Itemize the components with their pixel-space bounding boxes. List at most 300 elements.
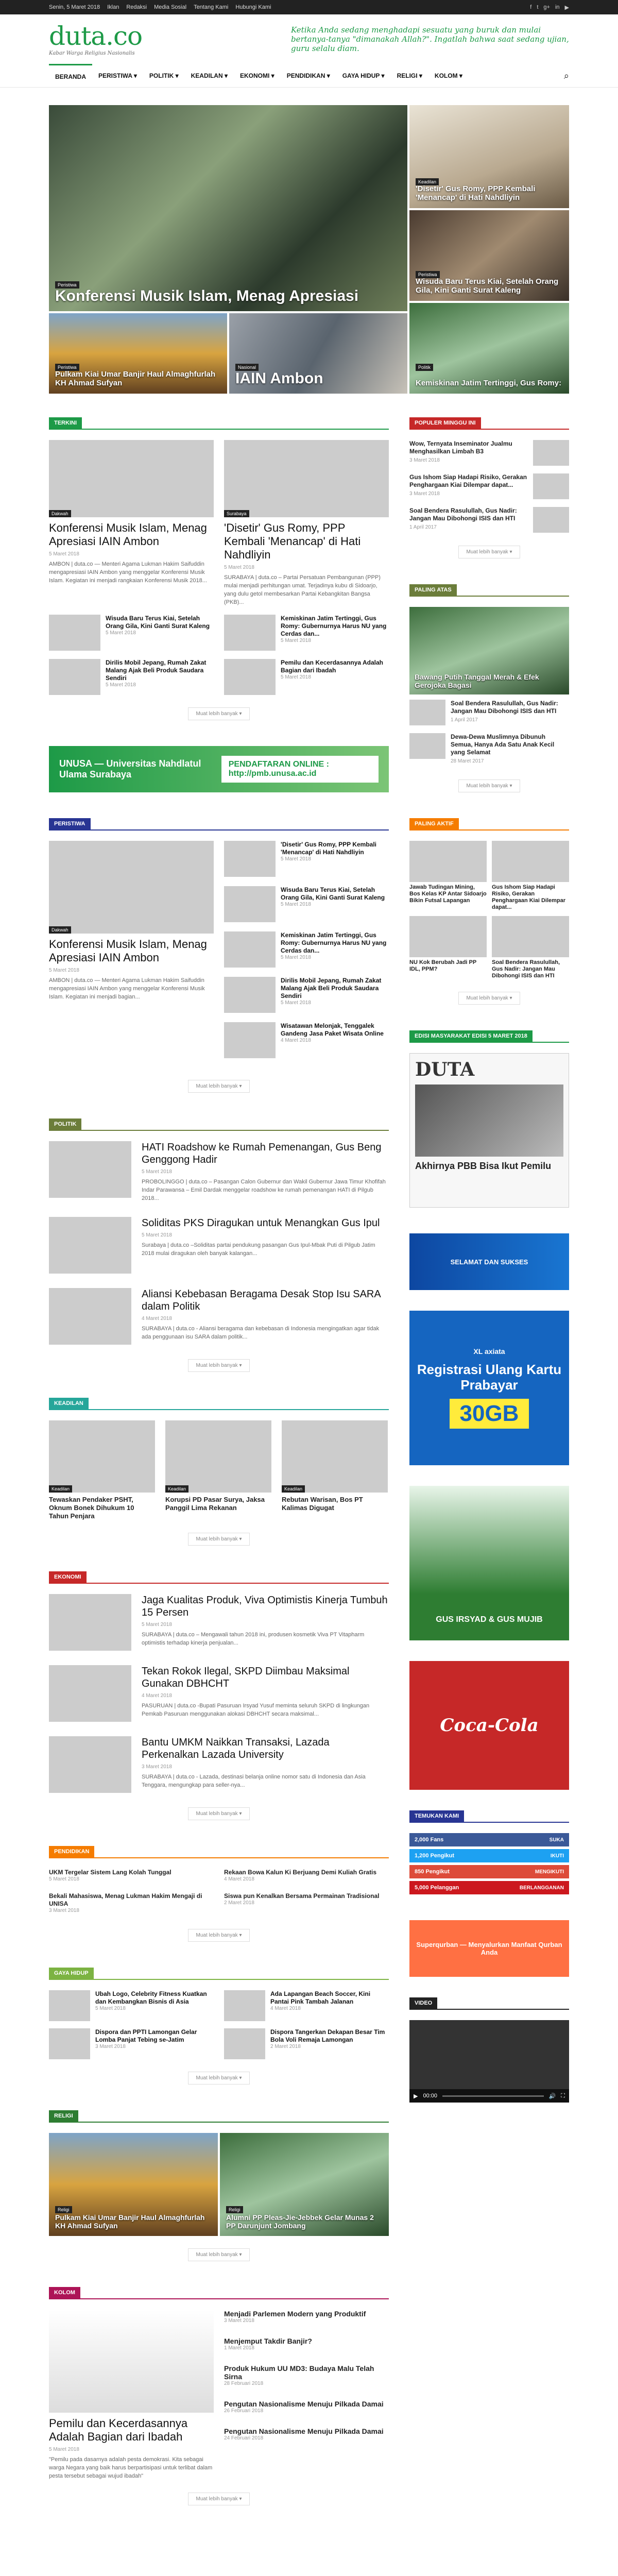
unusa-banner-left: UNUSA — Universitas Nahdlatul Ulama Surabaya [59, 758, 201, 779]
list-item[interactable] [492, 841, 569, 911]
list-item-date: 4 Maret 2018 [281, 1038, 311, 1043]
edisi-newspaper[interactable] [409, 1053, 569, 1208]
kolom-label: KOLOM [49, 2287, 80, 2298]
load-more-button[interactable]: Muat lebih banyak ▾ [188, 2248, 250, 2261]
terkini-left-image [49, 440, 214, 517]
sidebar-edisi [409, 1030, 569, 1208]
list-item[interactable] [49, 1420, 155, 1520]
logo-text: duta.co [49, 21, 143, 51]
list-item[interactable] [49, 615, 214, 651]
block-title-pendidikan [49, 1846, 389, 1858]
list-item-title[interactable]: Soal Bendera Rasulullah, Gus Nadir: Jangan Mau Dibohongi ISIS dan HTI [451, 700, 558, 715]
religi-tile-2-title: Alumni PP Pleas-Jie-Jebbek Gelar Munas 2 PP Darunjunt Jombang [226, 2213, 374, 2230]
terkini-left[interactable] [49, 440, 214, 606]
social-google[interactable] [409, 1865, 569, 1878]
list-item-date: 5 Maret 2018 [281, 638, 311, 643]
list-item-image [492, 841, 569, 882]
block-title-atas [409, 584, 569, 597]
ad-coke[interactable] [409, 1661, 569, 1790]
ad-gus-text: GUS IRSYAD & GUS MUJIB [436, 1615, 543, 1624]
list-item-title[interactable]: Dirilis Mobil Jepang, Rumah Zakat Malang Ajak Beli Produk Saudara Sendiri [281, 977, 382, 999]
peristiwa-main[interactable] [49, 841, 214, 1067]
sidebar-video [409, 1997, 569, 2103]
list-item-image [533, 440, 569, 466]
ad-selamat-text: SELAMAT DAN SUKSES [450, 1258, 528, 1266]
gaya-label: GAYA HIDUP [49, 1968, 94, 1979]
list-item[interactable] [409, 473, 569, 500]
block-title-ekonomi [49, 1571, 389, 1584]
menu-ekonomi[interactable]: EKONOMI ▾ [239, 72, 274, 79]
list-item[interactable] [224, 2364, 389, 2386]
list-item-title[interactable]: Korupsi PD Pasar Surya, Jaksa Panggil Lima Rekanan [165, 1496, 265, 1512]
social-name: Fans [430, 1837, 444, 1843]
hero-sub-2-title: IAIN Ambon [235, 370, 323, 387]
fullscreen-icon[interactable]: ⛶ [561, 2092, 565, 2099]
list-item[interactable] [224, 2310, 389, 2324]
social-action[interactable]: SUKA [549, 1837, 564, 1843]
politik-label: POLITIK [49, 1118, 81, 1130]
list-item[interactable] [224, 659, 389, 695]
load-more-button[interactable]: Muat lebih banyak ▾ [458, 546, 520, 558]
list-item-date: 5 Maret 2018 [142, 1622, 172, 1628]
religi-tile-2-category: Religi [226, 2206, 243, 2213]
kolom-main[interactable] [49, 2310, 214, 2480]
list-item-category: Keadilan [165, 1485, 188, 1493]
main-column [49, 417, 389, 2531]
block-gaya-hidup [49, 1968, 389, 2084]
list-item[interactable] [224, 886, 389, 922]
list-item[interactable] [409, 440, 569, 466]
top-social [530, 4, 569, 11]
block-title-peristiwa [49, 818, 389, 831]
peristiwa-label: PERISTIWA [49, 818, 91, 829]
terkini-right-title[interactable]: 'Disetir' Gus Romy, PPP Kembali 'Menancap' di Hati Nahdliyin [224, 521, 361, 561]
list-item[interactable] [409, 700, 569, 726]
list-item[interactable] [224, 2427, 389, 2441]
list-item-title[interactable]: Aliansi Kebebasan Beragama Desak Stop Isu SARA dalam Politik [142, 1289, 381, 1312]
list-item-excerpt: SURABAYA | duta.co - Aliansi beragama dan kebebasan di Indonesia mengingatkan agar tidak ada penggunaan isu SARA dalam politik... [142, 1326, 380, 1340]
hero-sub-2-category: Nasional [235, 364, 259, 371]
list-item-title[interactable]: Wisuda Baru Terus Kiai, Setelah Orang Gila, Kini Ganti Surat Kaleng [106, 615, 210, 630]
list-item-title[interactable]: Menjemput Takdir Banjir? [224, 2337, 312, 2345]
ad-xl-title: Registrasi Ulang Kartu Prabayar [417, 1362, 562, 1393]
religi-tile-2[interactable] [220, 2133, 389, 2236]
list-item-date: 5 Maret 2018 [281, 1000, 311, 1006]
social-count: 1,200 [415, 1853, 429, 1859]
sidebar-paling-atas [409, 584, 569, 792]
search-icon[interactable]: ⌕ [563, 70, 569, 81]
temukan-label: TEMUKAN KAMI [409, 1810, 464, 1822]
popular-label: POPULER MINGGU INI [409, 417, 481, 429]
list-item[interactable] [282, 1420, 388, 1520]
terkini-right-excerpt: SURABAYA | duta.co – Partai Persatuan Pembangunan (PPP) mulai menjadi perhitungan umat. Terjadinya kubu di Sidoarjo, yang dulu getol membesarkan Partai Kebangkitan Bangsa (PKB)... [224, 574, 381, 605]
list-item-title[interactable]: Pengutan Nasionalisme Menuju Pilkada Damai [224, 2427, 384, 2435]
block-ekonomi [49, 1571, 389, 1820]
hero-sub-1[interactable] [49, 313, 227, 394]
list-item-title[interactable]: Rebutan Warisan, Bos PT Kalimas Digugat [282, 1496, 363, 1512]
top-link-hubungi[interactable]: Hubungi Kami [235, 4, 271, 10]
peristiwa-main-category: Dakwah [49, 926, 71, 934]
list-item[interactable] [224, 615, 389, 651]
load-more-button[interactable]: Muat lebih banyak ▾ [188, 2493, 250, 2505]
list-item-image [224, 659, 276, 695]
ad-gus[interactable] [409, 1486, 569, 1640]
terkini-right[interactable] [224, 440, 389, 606]
list-item-title[interactable]: HATI Roadshow ke Rumah Pemenangan, Gus Beng Genggong Hadir [142, 1142, 382, 1165]
social-facebook[interactable] [409, 1833, 569, 1846]
volume-icon[interactable]: 🔊 [548, 2093, 556, 2099]
list-item-title[interactable]: Wisatawan Melonjak, Tenggalek Gandeng Jasa Paket Wisata Online [281, 1022, 384, 1037]
list-item[interactable] [49, 1869, 214, 1885]
menu-kolom[interactable]: KOLOM ▾ [434, 72, 462, 79]
ad-xl[interactable] [409, 1311, 569, 1465]
list-item-image [49, 2028, 90, 2059]
list-item-title[interactable]: Produk Hukum UU MD3: Budaya Malu Telah Sirna [224, 2364, 374, 2381]
list-item-title[interactable]: Jawab Tudingan Mining, Bos Kelas KP Antar Sidoarjo Bikin Futsal Lapangan [409, 884, 487, 904]
list-item-image [224, 841, 276, 877]
block-title-temukan [409, 1810, 569, 1823]
block-title-politik [49, 1118, 389, 1131]
list-item-title[interactable]: Soal Bendera Rasulullah, Gus Nadir: Jangan Mau Dibohongi ISIS dan HTI [409, 507, 517, 522]
list-item[interactable] [224, 2400, 389, 2414]
religi-tile-1-category: Religi [55, 2206, 72, 2213]
sidebar-temukan [409, 1810, 569, 1894]
list-item-title[interactable]: Bantu UMKM Naikkan Transaksi, Lazada Perkenalkan Lazada University [142, 1737, 330, 1760]
list-item[interactable] [224, 2028, 389, 2059]
atas-big-tile[interactable] [409, 607, 569, 694]
block-title-gaya-hidup [49, 1968, 389, 1980]
list-item-image [409, 733, 445, 759]
list-item-date: 24 Februari 2018 [224, 2435, 264, 2441]
social-twitter[interactable] [409, 1849, 569, 1862]
list-item-image [49, 659, 100, 695]
block-title-edisi [409, 1030, 569, 1043]
top-link-iklan[interactable]: Iklan [107, 4, 119, 10]
kolom-main-image [49, 2310, 214, 2413]
social-count: 850 [415, 1869, 424, 1875]
sidebar [409, 417, 569, 2531]
block-title-kolom [49, 2287, 389, 2299]
list-item-title[interactable]: 'Disetir' Gus Romy, PPP Kembali 'Menancap' di Hati Nahdliyin [281, 841, 376, 856]
list-item-date: 4 Maret 2018 [270, 2006, 301, 2011]
pendidikan-label: PENDIDIKAN [49, 1846, 94, 1857]
sidebar-popular [409, 417, 569, 558]
top-bar [0, 0, 618, 14]
list-item[interactable] [165, 1420, 271, 1520]
list-item-title[interactable]: Dewa-Dewa Muslimnya Dibunuh Semua, Hanya Ada Satu Anak Kecil yang Selamat [451, 733, 555, 756]
list-item-category: Keadilan [49, 1485, 72, 1493]
block-title-religi [49, 2110, 389, 2123]
hero-right-2-category: Peristiwa [416, 271, 440, 278]
list-item-title[interactable]: Wisuda Baru Terus Kiai, Setelah Orang Gila, Kini Ganti Surat Kaleng [281, 886, 385, 901]
terkini-left-excerpt: AMBON | duta.co — Menteri Agama Lukman Hakim Saifuddin mengapresiasi IAIN Ambon yang menggelar Konferensi Musik Islam. Kegiatan ini menjadi rangkaian Konferensi Musik 2018... [49, 561, 207, 584]
list-item-date: 5 Maret 2018 [142, 1169, 172, 1175]
list-item-title[interactable]: Dispora dan PPTI Lamongan Gelar Lomba Panjat Tebing se-Jatim [95, 2028, 197, 2043]
terkini-left-title[interactable]: Konferensi Musik Islam, Menag Apresiasi IAIN Ambon [49, 521, 207, 548]
social-count: 2,000 [415, 1837, 429, 1843]
site-header [0, 14, 618, 64]
list-item-date: 26 Februari 2018 [224, 2408, 264, 2414]
social-action[interactable]: MENGIKUTI [535, 1869, 564, 1875]
list-item[interactable] [49, 1665, 389, 1722]
menu-gaya-hidup[interactable]: GAYA HIDUP ▾ [342, 72, 385, 79]
video-progress[interactable] [442, 2095, 544, 2097]
list-item-date: 1 Maret 2018 [224, 2345, 254, 2351]
list-item-title[interactable]: Kemiskinan Jatim Tertinggi, Gus Romy: Gubernurnya Harus NU yang Cerdas dan... [281, 615, 387, 637]
list-item-date: 1 April 2017 [409, 524, 437, 530]
list-item-date: 3 Maret 2018 [409, 457, 440, 463]
block-title-aktif [409, 818, 569, 831]
list-item-image [224, 977, 276, 1013]
load-more-button[interactable]: Muat lebih banyak ▾ [188, 2072, 250, 2084]
block-title-keadilan [49, 1398, 389, 1410]
list-item-image [224, 1990, 265, 2021]
menu-keadilan[interactable]: KEADILAN ▾ [191, 72, 228, 79]
list-item-title[interactable]: Ada Lapangan Beach Soccer, Kini Pantai Pink Tambah Jalanan [270, 1990, 371, 2005]
ad-xl-brand: XL axiata [473, 1347, 505, 1355]
list-item-date: 4 Maret 2018 [142, 1693, 172, 1699]
list-item-date: 5 Maret 2018 [95, 2006, 126, 2011]
list-item[interactable] [224, 977, 389, 1013]
google-plus-icon[interactable]: g+ [543, 4, 550, 10]
block-terkini [49, 417, 389, 720]
hero-main[interactable] [49, 105, 407, 311]
atas-label: PALING ATAS [409, 584, 457, 596]
load-more-button[interactable]: Muat lebih banyak ▾ [188, 1080, 250, 1093]
facebook-icon[interactable]: f [530, 4, 532, 10]
keadilan-label: KEADILAN [49, 1398, 89, 1409]
list-item-image [49, 1217, 131, 1274]
social-action[interactable]: IKUTI [550, 1853, 564, 1859]
list-item[interactable] [49, 1990, 214, 2021]
list-item-image [49, 1420, 155, 1493]
hero-main-category: Peristiwa [55, 281, 79, 289]
list-item-image [49, 615, 100, 651]
list-item-date: 5 Maret 2018 [142, 1232, 172, 1238]
list-item-title[interactable]: Rekaan Bowa Kalun Ki Berjuang Demi Kuliah Gratis [224, 1869, 377, 1876]
unusa-banner[interactable] [49, 746, 389, 792]
peristiwa-main-excerpt: AMBON | duta.co — Menteri Agama Lukman Hakim Saifuddin mengapresiasi IAIN Ambon yang menggelar Konferensi Musik Islam. Kegiatan ini menjadi bagian... [49, 977, 205, 1000]
list-item-excerpt: PROBOLINGGO | duta.co – Pasangan Calon Gubernur dan Wakil Gubernur Jawa Timur Khofifah Indar Parawansa – Emil Dardak menggelar roadshow ke rumah pemenangan HATI di Pilgub 2018... [142, 1179, 386, 1201]
list-item-image [49, 1990, 90, 2021]
list-item-image [224, 931, 276, 968]
block-pendidikan [49, 1846, 389, 1942]
block-title-video [409, 1997, 569, 2010]
list-item-title[interactable]: Pengutan Nasionalisme Menuju Pilkada Damai [224, 2400, 384, 2408]
list-item-title[interactable]: Ubah Logo, Celebrity Fitness Kuatkan dan Kembangkan Bisnis di Asia [95, 1990, 207, 2005]
religi-tile-1[interactable] [49, 2133, 218, 2236]
top-date: Senin, 5 Maret 2018 [49, 4, 100, 10]
load-more-button[interactable]: Muat lebih banyak ▾ [188, 1929, 250, 1942]
list-item-excerpt: SURABAYA | duta.co - Lazada, destinasi belanja online nomor satu di Indonesia dan Asia Tenggara, mengungkap para seller-nya... [142, 1774, 366, 1788]
hero-right-2-title: Wisuda Baru Terus Kiai, Setelah Orang Gila, Kini Ganti Surat Kaleng [416, 277, 559, 295]
block-title-popular [409, 417, 569, 430]
social-name: Pengikut [425, 1869, 450, 1875]
list-item-date: 2 Maret 2018 [224, 1900, 254, 1906]
ad-superqurban[interactable] [409, 1920, 569, 1977]
list-item-date: 3 Maret 2018 [142, 1764, 172, 1770]
peristiwa-main-title[interactable]: Konferensi Musik Islam, Menag Apresiasi IAIN Ambon [49, 938, 207, 964]
edisi-newspaper-photo [415, 1084, 563, 1157]
ad-selamat[interactable] [409, 1233, 569, 1290]
list-item-title[interactable]: Dispora Tangerkan Dekapan Besar Tim Bola Voli Remaja Lamongan [270, 2028, 385, 2043]
video-player[interactable] [409, 2020, 569, 2103]
list-item[interactable] [224, 1869, 389, 1885]
list-item-title[interactable]: Soliditas PKS Diragukan untuk Menangkan Gus Ipul [142, 1217, 380, 1229]
list-item-image [224, 1022, 276, 1058]
list-item-title[interactable]: Soal Bendera Rasulullah, Gus Nadir: Jangan Mau Dibohongi ISIS dan HTI [492, 959, 560, 979]
list-item[interactable] [224, 2337, 389, 2351]
hero-right-3-title: Kemiskinan Jatim Tertinggi, Gus Romy: [416, 379, 562, 387]
list-item[interactable] [224, 841, 389, 877]
list-item-image [492, 916, 569, 957]
video-controls [409, 2089, 569, 2103]
list-item-image [224, 2028, 265, 2059]
list-item-date: 5 Maret 2018 [281, 856, 311, 862]
list-item[interactable] [409, 507, 569, 533]
hero-right-2[interactable] [409, 210, 569, 301]
list-item[interactable] [409, 841, 487, 911]
ad-coke-text: Coca-Cola [440, 1715, 539, 1736]
list-item-date: 1 April 2017 [451, 717, 478, 723]
load-more-button[interactable]: Muat lebih banyak ▾ [458, 992, 520, 1005]
load-more-button[interactable]: Muat lebih banyak ▾ [458, 779, 520, 792]
block-keadilan [49, 1398, 389, 1546]
list-item-date: 28 Februari 2018 [224, 2381, 264, 2386]
kolom-main-title[interactable]: Pemilu dan Kecerdasannya Adalah Bagian dari Ibadah [49, 2417, 188, 2443]
twitter-icon[interactable]: t [537, 4, 539, 10]
aktif-label: PALING AKTIF [409, 818, 459, 829]
list-item-title[interactable]: UKM Tergelar Sistem Lang Kolah Tunggal [49, 1869, 171, 1876]
list-item-category: Keadilan [282, 1485, 305, 1493]
hero-grid [49, 105, 569, 394]
list-item-image [282, 1420, 388, 1493]
list-item-title[interactable]: Gus Ishom Siap Hadapi Risiko, Gerakan Penghargaan Kiai Dilempar dapat... [409, 473, 527, 488]
hero-right-1[interactable] [409, 105, 569, 208]
list-item-image [49, 1594, 131, 1651]
list-item-title[interactable]: Bekali Mahasiswa, Menag Lukman Hakim Mengaji di UNISA [49, 1892, 202, 1907]
peristiwa-main-date: 5 Maret 2018 [49, 968, 79, 973]
list-item-title[interactable]: NU Kok Berubah Jadi PP IDL, PPM? [409, 959, 476, 972]
list-item[interactable] [409, 916, 487, 979]
list-item[interactable] [49, 1141, 389, 1202]
list-item-date: 5 Maret 2018 [281, 955, 311, 960]
list-item[interactable] [224, 1892, 389, 1917]
main-menu [0, 64, 618, 88]
list-item-date: 2 Maret 2018 [270, 2044, 301, 2049]
block-politik [49, 1118, 389, 1372]
list-item-title[interactable]: Tekan Rokok Ilegal, SKPD Diimbau Maksimal Gunakan DBHCHT [142, 1666, 350, 1689]
logo-tagline: Kabar Warga Religius Nasionalis [49, 50, 135, 56]
list-item[interactable] [49, 659, 214, 695]
list-item[interactable] [49, 1892, 214, 1917]
video-label: VIDEO [409, 1997, 437, 2009]
terkini-right-date: 5 Maret 2018 [224, 565, 254, 570]
list-item[interactable] [224, 931, 389, 968]
top-link-redaksi[interactable]: Redaksi [126, 4, 147, 10]
social-action[interactable]: BERLANGGANAN [519, 1885, 564, 1891]
list-item-title[interactable]: Gus Ishom Siap Hadapi Risiko, Gerakan Penghargaan Kiai Dilempar dapat... [492, 884, 566, 910]
ad-superqurban-text: Superqurban — Menyalurkan Manfaat Qurban Anda [416, 1941, 562, 1956]
top-link-tentang[interactable]: Tentang Kami [194, 4, 229, 10]
list-item[interactable] [224, 1022, 389, 1058]
list-item-date: 5 Maret 2018 [49, 1876, 79, 1882]
hero-right-3[interactable] [409, 303, 569, 394]
list-item-date: 5 Maret 2018 [281, 674, 311, 680]
social-youtube[interactable] [409, 1881, 569, 1894]
list-item-date: 5 Maret 2018 [106, 682, 136, 688]
menu-beranda[interactable]: BERANDA [49, 64, 92, 88]
hero-right-1-category: Keadilan [416, 178, 439, 185]
list-item[interactable] [49, 1594, 389, 1651]
list-item-title[interactable]: Kemiskinan Jatim Tertinggi, Gus Romy: Gubernurnya Harus NU yang Cerdas dan... [281, 931, 387, 954]
list-item-image [409, 916, 487, 957]
kolom-main-excerpt: "Pemilu pada dasarnya adalah pesta demokrasi. Kita sebagai warga Negara yang baik harus berpartisipasi untuk terlibat dalam pesta tersebut sebagai wujud ibadah" [49, 2456, 213, 2479]
terkini-right-image [224, 440, 389, 517]
load-more-button[interactable]: Muat lebih banyak ▾ [188, 1359, 250, 1372]
list-item-title[interactable]: Dirilis Mobil Jepang, Rumah Zakat Malang Ajak Beli Produk Saudara Sendiri [106, 659, 207, 682]
list-item[interactable] [49, 1736, 389, 1793]
sidebar-paling-aktif [409, 818, 569, 1005]
list-item-date: 3 Maret 2018 [49, 1908, 79, 1913]
list-item-title[interactable]: Siswa pun Kenalkan Bersama Permainan Tradisional [224, 1892, 380, 1900]
hero-sub-2[interactable] [229, 313, 407, 394]
list-item[interactable] [224, 1990, 389, 2021]
menu-peristiwa[interactable]: PERISTIWA ▾ [98, 72, 137, 79]
social-name: Pengikut [430, 1853, 455, 1859]
ad-xl-bonus: 30GB [450, 1399, 529, 1429]
terkini-left-category: Dakwah [49, 510, 71, 517]
list-item-excerpt: PASURUAN | duta.co -Bupati Pasuruan Irsyad Yusuf meminta seluruh SKPD di lingkungan Pemkab Pasuruan menggunakan alokasi DBHCHT secara maksimal... [142, 1703, 370, 1717]
terkini-left-date: 5 Maret 2018 [49, 551, 79, 557]
list-item-title[interactable]: Jaga Kualitas Produk, Viva Optimistis Kinerja Tumbuh 15 Persen [142, 1595, 388, 1618]
list-item[interactable] [49, 1288, 389, 1345]
load-more-button[interactable]: Muat lebih banyak ▾ [188, 1807, 250, 1820]
play-icon[interactable]: ▶ [414, 2093, 418, 2099]
list-item-image [49, 1288, 131, 1345]
menu-politik[interactable]: POLITIK ▾ [149, 72, 179, 79]
unusa-banner-right: PENDAFTARAN ONLINE : http://pmb.unusa.ac.id [221, 756, 379, 783]
youtube-icon[interactable]: ▶ [564, 4, 569, 11]
top-link-media-sosial[interactable]: Media Sosial [154, 4, 187, 10]
video-time: 00:00 [423, 2093, 437, 2099]
list-item[interactable] [49, 2028, 214, 2059]
list-item-title[interactable]: Tewaskan Pendaker PSHT, Oknum Bonek Dihukum 10 Tahun Penjara [49, 1496, 134, 1520]
linkedin-icon[interactable]: in [555, 4, 560, 10]
list-item-date: 4 Maret 2018 [224, 1876, 254, 1882]
menu-pendidikan[interactable]: PENDIDIKAN ▾ [286, 72, 330, 79]
terkini-right-category: Surabaya [224, 510, 249, 517]
list-item-title[interactable]: Wow, Ternyata Inseminator Jualmu Menghasilkan Limbah B3 [409, 440, 512, 455]
list-item-image [49, 1665, 131, 1722]
list-item[interactable] [49, 1217, 389, 1274]
list-item[interactable] [492, 916, 569, 979]
list-item-title[interactable]: Pemilu dan Kecerdasannya Adalah Bagian dari Ibadah [281, 659, 383, 674]
religi-label: RELIGI [49, 2110, 78, 2122]
block-peristiwa [49, 818, 389, 1093]
list-item-image [224, 886, 276, 922]
list-item[interactable] [409, 733, 569, 767]
block-kolom [49, 2287, 389, 2505]
hero-sub-1-title: Pulkam Kiai Umar Banjir Haul Almaghfurlah KH Ahmad Sufyan [55, 370, 216, 387]
list-item-title[interactable]: Menjadi Parlemen Modern yang Produktif [224, 2310, 366, 2318]
load-more-button[interactable]: Muat lebih banyak ▾ [188, 1533, 250, 1546]
peristiwa-main-image [49, 841, 214, 934]
list-item-image [409, 841, 487, 882]
menu-religi[interactable]: RELIGI ▾ [397, 72, 422, 79]
load-more-button[interactable]: Muat lebih banyak ▾ [188, 707, 250, 720]
site-logo[interactable] [49, 23, 142, 56]
